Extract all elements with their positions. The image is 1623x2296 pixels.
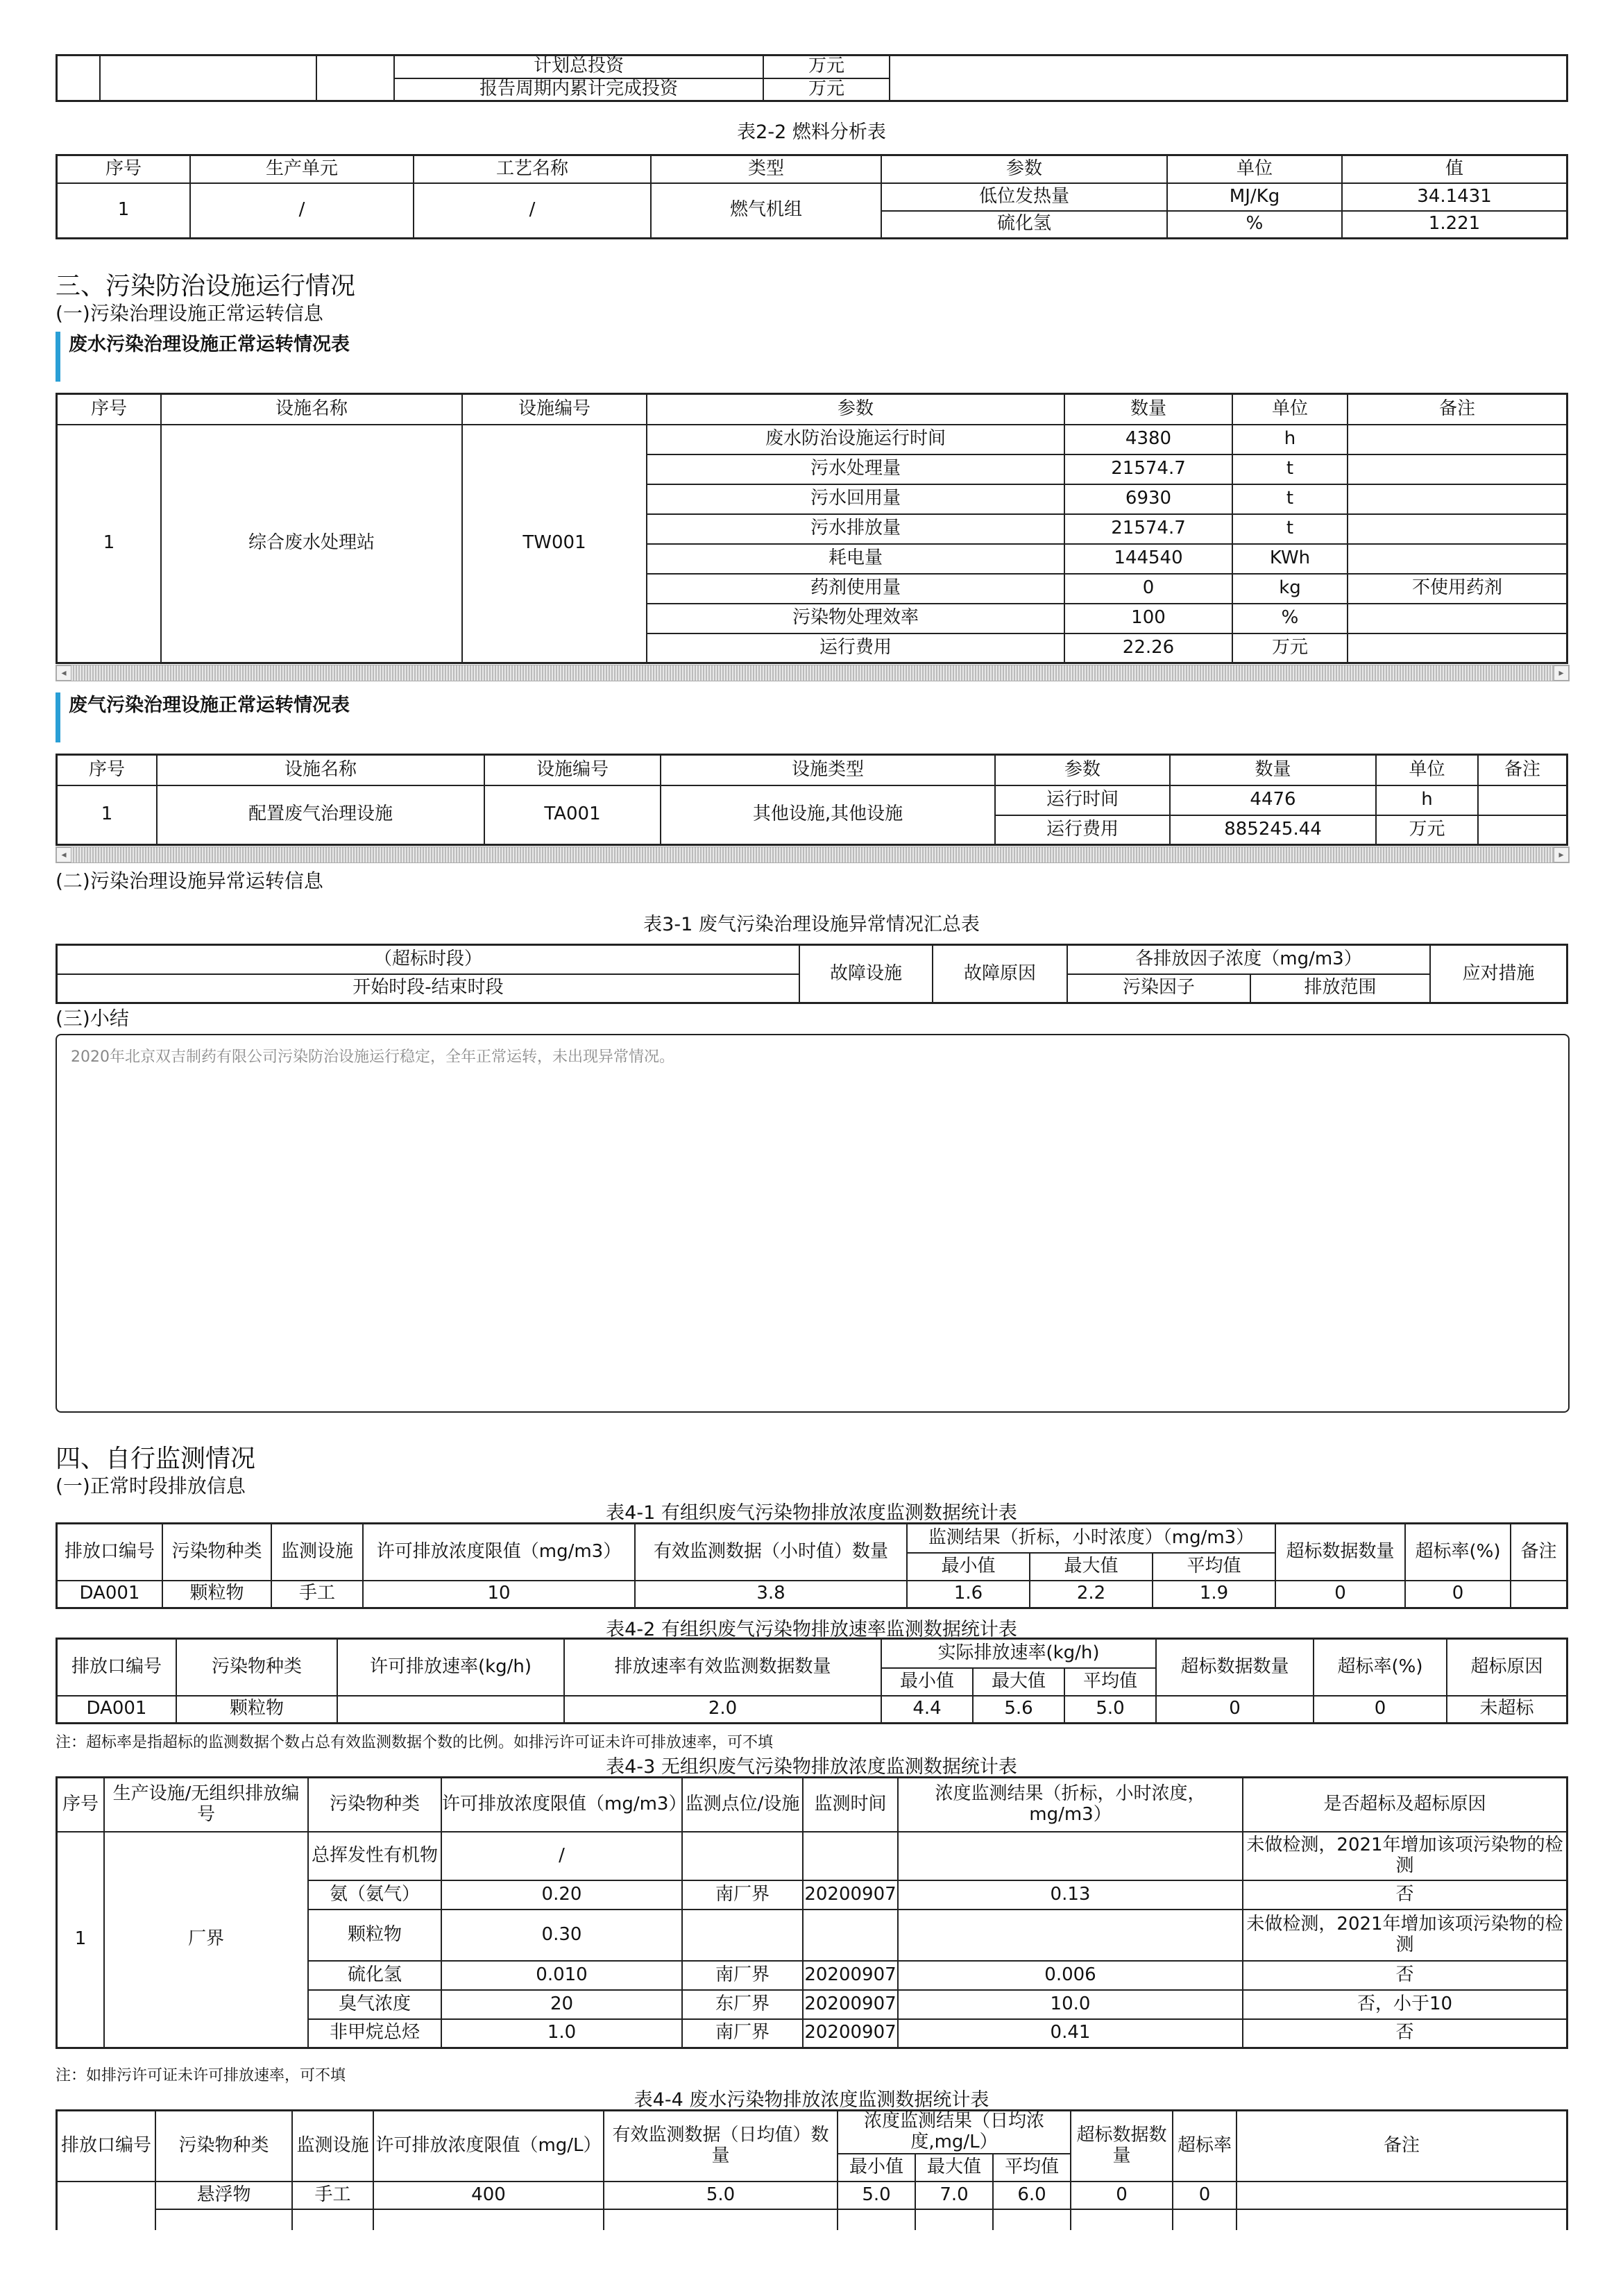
col-header: 单位 — [1167, 155, 1342, 183]
cell: 6.0 — [993, 2182, 1071, 2209]
col-header: 开始时段-结束时段 — [57, 974, 800, 1003]
cell: 未超标 — [1447, 1696, 1567, 1724]
cell: 氨（氨气） — [308, 1880, 441, 1910]
cell: 0 — [1156, 1696, 1314, 1724]
cell: 东厂界 — [682, 1990, 803, 2019]
cell: 3.8 — [635, 1581, 907, 1608]
section-4-sub1: (一)正常时段排放信息 — [56, 1474, 246, 1497]
cell: 未做检测，2021年增加该项污染物的检测 — [1243, 1910, 1567, 1961]
col-header: 参数 — [995, 755, 1170, 785]
cell: 未做检测，2021年增加该项污染物的检测 — [1243, 1832, 1567, 1880]
cell: h — [1232, 425, 1348, 454]
col-header: 数量 — [1170, 755, 1376, 785]
cell: 总挥发性有机物 — [308, 1832, 441, 1880]
col-header: 监测时间 — [803, 1778, 898, 1832]
cell: 0.41 — [898, 2019, 1243, 2048]
table-4-2-caption: 表4-2 有组织废气污染物排放速率监测数据统计表 — [606, 1619, 1017, 1640]
cell: 0.13 — [898, 1880, 1243, 1910]
cell: 34.1431 — [1342, 183, 1567, 211]
col-header: 监测结果（折标，小时浓度）（mg/m3） — [907, 1524, 1275, 1553]
cell: 0.006 — [898, 1961, 1243, 1990]
cell: 厂界 — [104, 1832, 308, 2048]
cell: 配置废气治理设施 — [157, 785, 484, 845]
table-row — [57, 1581, 1567, 1608]
cell: 0 — [1275, 1581, 1405, 1608]
table-4-2-note: 注：超标率是指超标的监测数据个数占总有效监测数据个数的比例。如排污许可证未许可排放速率，可不填 — [56, 1734, 774, 1751]
table-2-2-caption: 表2-2 燃料分析表 — [737, 121, 886, 143]
cell: TA001 — [484, 785, 661, 845]
cell: 0 — [1071, 2182, 1173, 2209]
col-header: 参数 — [881, 155, 1167, 183]
col-header: 监测设施 — [271, 1524, 363, 1581]
cell: h — [1376, 785, 1478, 815]
cell: 万元 — [1376, 815, 1478, 845]
cell: 21574.7 — [1064, 514, 1232, 544]
col-header: 最大值 — [915, 2154, 993, 2182]
water-table-scrollbar[interactable] — [56, 665, 1570, 681]
cell: 万元 — [1232, 633, 1348, 663]
col-header: 最大值 — [973, 1668, 1064, 1696]
col-header: 有效监测数据（小时值）数量 — [635, 1524, 907, 1581]
section-3-sub3: (三)小结 — [56, 1007, 129, 1030]
table-3-1-caption: 表3-1 废气污染治理设施异常情况汇总表 — [643, 914, 980, 935]
col-header: 污染物种类 — [162, 1524, 271, 1581]
cell: 不使用药剂 — [1348, 574, 1567, 604]
gas-table-scrollbar[interactable] — [56, 847, 1570, 863]
col-header: 应对措施 — [1430, 945, 1567, 1003]
col-header: 最大值 — [1030, 1553, 1153, 1581]
cell: 20200907 — [803, 1880, 898, 1910]
cell: 20200907 — [803, 1961, 898, 1990]
col-header: 生产单元 — [190, 155, 414, 183]
col-header: 数量 — [1064, 394, 1232, 425]
col-header: 污染物种类 — [308, 1778, 441, 1832]
organized-gas-concentration-table — [56, 1522, 1568, 1609]
cell: 南厂界 — [682, 1961, 803, 1990]
cell: 硫化氢 — [881, 211, 1167, 239]
cell: 手工 — [292, 2182, 373, 2209]
cell: 885245.44 — [1170, 815, 1376, 845]
cell: 1.221 — [1342, 211, 1567, 239]
cell: 0.010 — [441, 1961, 682, 1990]
col-header: 污染因子 — [1067, 974, 1250, 1003]
cell: 5.6 — [973, 1696, 1064, 1724]
cell — [1478, 785, 1567, 815]
cell: KWh — [1232, 544, 1348, 574]
cell: 运行费用 — [995, 815, 1170, 845]
cell: 否，小于10 — [1243, 1990, 1567, 2019]
col-header: 序号 — [57, 394, 162, 425]
section-4-title: 四、自行监测情况 — [56, 1445, 256, 1473]
cell: 南厂界 — [682, 2019, 803, 2048]
col-header: 许可排放浓度限值（mg/L） — [373, 2111, 604, 2182]
cell — [803, 1910, 898, 1961]
cell: % — [1232, 604, 1348, 633]
col-header: 浓度监测结果（日均浓度,mg/L） — [838, 2111, 1071, 2154]
col-header: 生产设施/无组织排放编号 — [104, 1778, 308, 1832]
col-header: 备注 — [1348, 394, 1567, 425]
col-header: 排放范围 — [1250, 974, 1430, 1003]
cell: 0 — [1173, 2182, 1237, 2209]
cell: 其他设施,其他设施 — [661, 785, 995, 845]
col-header: 许可排放速率(kg/h) — [337, 1639, 564, 1696]
col-header: 类型 — [651, 155, 881, 183]
cell — [1348, 633, 1567, 663]
cell: 悬浮物 — [155, 2182, 292, 2209]
cell — [898, 1832, 1243, 1880]
cell: 4380 — [1064, 425, 1232, 454]
cell — [337, 1696, 564, 1724]
col-header: 故障原因 — [933, 945, 1067, 1003]
cell: 低位发热量 — [881, 183, 1167, 211]
col-header: 排放口编号 — [57, 2111, 156, 2182]
col-header: 单位 — [1376, 755, 1478, 785]
cell: TW001 — [462, 425, 647, 663]
abnormal-summary-table — [56, 944, 1568, 1004]
col-header: 设施编号 — [484, 755, 661, 785]
cell — [803, 1832, 898, 1880]
cell: % — [1167, 211, 1342, 239]
total-investment-unit: 万元 — [763, 56, 890, 78]
col-header: 是否超标及超标原因 — [1243, 1778, 1567, 1832]
col-header: 设施类型 — [661, 755, 995, 785]
cell: 污水处理量 — [647, 454, 1064, 484]
cell: 综合废水处理站 — [161, 425, 462, 663]
col-header: 设施编号 — [462, 394, 647, 425]
cell: 1.6 — [907, 1581, 1030, 1608]
cell: 药剂使用量 — [647, 574, 1064, 604]
col-header: 参数 — [647, 394, 1064, 425]
water-tag: 废水污染治理设施正常运转情况表 — [56, 332, 350, 382]
cell: 10.0 — [898, 1990, 1243, 2019]
section-3-sub1: (一)污染治理设施正常运转信息 — [56, 302, 323, 325]
col-header: 许可排放浓度限值（mg/m3） — [441, 1778, 682, 1832]
col-header: 监测点位/设施 — [682, 1778, 803, 1832]
col-header: 工艺名称 — [414, 155, 651, 183]
cell — [898, 1910, 1243, 1961]
wastewater-concentration-table — [56, 2109, 1568, 2230]
cell: 20200907 — [803, 2019, 898, 2048]
cell — [1237, 2182, 1567, 2209]
cell: 1 — [57, 425, 162, 663]
scroll-right-icon[interactable]: ▸ — [1554, 665, 1569, 681]
cell: 20200907 — [803, 1990, 898, 2019]
cell: 耗电量 — [647, 544, 1064, 574]
col-header: 排放口编号 — [57, 1524, 163, 1581]
table-4-3-note: 注：如排污许可证未许可排放速率，可不填 — [56, 2067, 346, 2084]
period-investment-label: 报告周期内累计完成投资 — [394, 78, 763, 101]
cell: 污染物处理效率 — [647, 604, 1064, 633]
col-header: 最小值 — [838, 2154, 915, 2182]
col-header: 超标数据数量 — [1071, 2111, 1173, 2182]
cell: 污水排放量 — [647, 514, 1064, 544]
cell: 5.0 — [1064, 1696, 1156, 1724]
cell: MJ/Kg — [1167, 183, 1342, 211]
col-header: 平均值 — [1153, 1553, 1275, 1581]
col-header: 超标数据数量 — [1156, 1639, 1314, 1696]
cell: DA001 — [57, 1696, 177, 1724]
col-header: 单位 — [1232, 394, 1348, 425]
scroll-right-icon[interactable]: ▸ — [1554, 847, 1569, 862]
section-3-title: 三、污染防治设施运行情况 — [56, 272, 356, 300]
col-header: 序号 — [57, 155, 191, 183]
cell: 400 — [373, 2182, 604, 2209]
col-header: 最小值 — [907, 1553, 1030, 1581]
col-header: 超标率(%) — [1405, 1524, 1511, 1581]
cell: 4.4 — [881, 1696, 973, 1724]
total-investment-label: 计划总投资 — [394, 56, 763, 78]
cell: 颗粒物 — [162, 1581, 271, 1608]
col-header: 有效监测数据（日均值）数量 — [604, 2111, 838, 2182]
scroll-left-icon[interactable]: ◂ — [56, 665, 71, 681]
cell: 燃气机组 — [651, 183, 881, 239]
cell: 否 — [1243, 2019, 1567, 2048]
summary-textarea[interactable] — [56, 1034, 1570, 1413]
fuel-analysis-table — [56, 154, 1568, 239]
cell: 20 — [441, 1990, 682, 2019]
cell: 0 — [1405, 1581, 1511, 1608]
cell: 否 — [1243, 1961, 1567, 1990]
cell — [1348, 544, 1567, 574]
cell: 2.2 — [1030, 1581, 1153, 1608]
table-row — [57, 2182, 1567, 2209]
col-header: 平均值 — [1064, 1668, 1156, 1696]
col-header: 备注 — [1478, 755, 1567, 785]
cell: 1 — [57, 183, 191, 239]
col-header: 超标率 — [1173, 2111, 1237, 2182]
table-row — [57, 1696, 1567, 1724]
scroll-left-icon[interactable]: ◂ — [56, 847, 71, 862]
cell — [1348, 425, 1567, 454]
organized-gas-rate-table — [56, 1638, 1568, 1724]
col-header: 序号 — [57, 1778, 105, 1832]
col-header: 设施名称 — [161, 394, 462, 425]
table-4-3-caption: 表4-3 无组织废气污染物排放浓度监测数据统计表 — [606, 1756, 1017, 1778]
cell: 5.0 — [604, 2182, 838, 2209]
col-header: 超标原因 — [1447, 1639, 1567, 1696]
unorganized-gas-table — [56, 1776, 1568, 2049]
wastewater-facility-table — [56, 393, 1568, 664]
col-header: 污染物种类 — [155, 2111, 292, 2182]
cell — [1348, 484, 1567, 514]
col-header: 最小值 — [881, 1668, 973, 1696]
cell: 1 — [57, 1832, 105, 2048]
period-investment-unit: 万元 — [763, 78, 890, 101]
col-header: 平均值 — [993, 2154, 1071, 2182]
cell: 10 — [363, 1581, 635, 1608]
cell: 运行时间 — [995, 785, 1170, 815]
cell: 6930 — [1064, 484, 1232, 514]
cell: t — [1232, 454, 1348, 484]
cell: 22.26 — [1064, 633, 1232, 663]
col-header: 备注 — [1511, 1524, 1567, 1581]
col-header: 实际排放速率(kg/h) — [881, 1639, 1156, 1668]
cell: 21574.7 — [1064, 454, 1232, 484]
cell: / — [441, 1832, 682, 1880]
col-header: 设施名称 — [157, 755, 484, 785]
col-header: 浓度监测结果（折标，小时浓度，mg/m3） — [898, 1778, 1243, 1832]
cell: / — [414, 183, 651, 239]
cell — [682, 1832, 803, 1880]
col-header: 许可排放浓度限值（mg/m3） — [363, 1524, 635, 1581]
col-header: 排放口编号 — [57, 1639, 177, 1696]
cell — [1511, 1581, 1567, 1608]
cell: 2.0 — [564, 1696, 881, 1724]
top-fragment-table — [56, 54, 1568, 102]
col-header: 超标率(%) — [1314, 1639, 1447, 1696]
cell: 0.20 — [441, 1880, 682, 1910]
table-4-4-caption: 表4-4 废水污染物排放浓度监测数据统计表 — [634, 2089, 989, 2111]
cell: 4476 — [1170, 785, 1376, 815]
cell: 非甲烷总烃 — [308, 2019, 441, 2048]
cell: 手工 — [271, 1581, 363, 1608]
col-header: 备注 — [1237, 2111, 1567, 2182]
cell: kg — [1232, 574, 1348, 604]
cell — [1478, 815, 1567, 845]
col-header: 故障设施 — [799, 945, 933, 1003]
cell: 南厂界 — [682, 1880, 803, 1910]
cell — [1348, 604, 1567, 633]
cell — [1348, 454, 1567, 484]
cell: 1.0 — [441, 2019, 682, 2048]
cell: 运行费用 — [647, 633, 1064, 663]
col-header: 序号 — [57, 755, 158, 785]
cell: 100 — [1064, 604, 1232, 633]
gas-tag: 废气污染治理设施正常运转情况表 — [56, 692, 350, 742]
cell: 5.0 — [838, 2182, 915, 2209]
table-4-1-caption: 表4-1 有组织废气污染物排放浓度监测数据统计表 — [606, 1502, 1017, 1524]
cell: 1.9 — [1153, 1581, 1275, 1608]
cell: 污水回用量 — [647, 484, 1064, 514]
cell: 颗粒物 — [176, 1696, 337, 1724]
cell: 废水防治设施运行时间 — [647, 425, 1064, 454]
cell: 0 — [1314, 1696, 1447, 1724]
gas-facility-table — [56, 754, 1568, 846]
cell: t — [1232, 514, 1348, 544]
cell: DA001 — [57, 1581, 163, 1608]
cell: 144540 — [1064, 544, 1232, 574]
cell: 7.0 — [915, 2182, 993, 2209]
cell: 0 — [1064, 574, 1232, 604]
col-header: 各排放因子浓度（mg/m3） — [1067, 945, 1430, 974]
cell: 臭气浓度 — [308, 1990, 441, 2019]
cell — [682, 1910, 803, 1961]
cell: 0.30 — [441, 1910, 682, 1961]
col-header: 排放速率有效监测数据数量 — [564, 1639, 881, 1696]
section-3-sub2: (二)污染治理设施异常运转信息 — [56, 869, 323, 892]
cell: / — [190, 183, 414, 239]
cell: 1 — [57, 785, 158, 845]
col-header: 值 — [1342, 155, 1567, 183]
col-header: 超标数据数量 — [1275, 1524, 1405, 1581]
col-header: （超标时段） — [57, 945, 800, 974]
cell: 硫化氢 — [308, 1961, 441, 1990]
cell — [1348, 514, 1567, 544]
cell: t — [1232, 484, 1348, 514]
summary-text: 2020年北京双吉制药有限公司污染防治设施运行稳定，全年正常运转，未出现异常情况。 — [71, 1048, 674, 1066]
cell: 颗粒物 — [308, 1910, 441, 1961]
col-header: 监测设施 — [292, 2111, 373, 2182]
cell: 否 — [1243, 1880, 1567, 1910]
col-header: 污染物种类 — [176, 1639, 337, 1696]
